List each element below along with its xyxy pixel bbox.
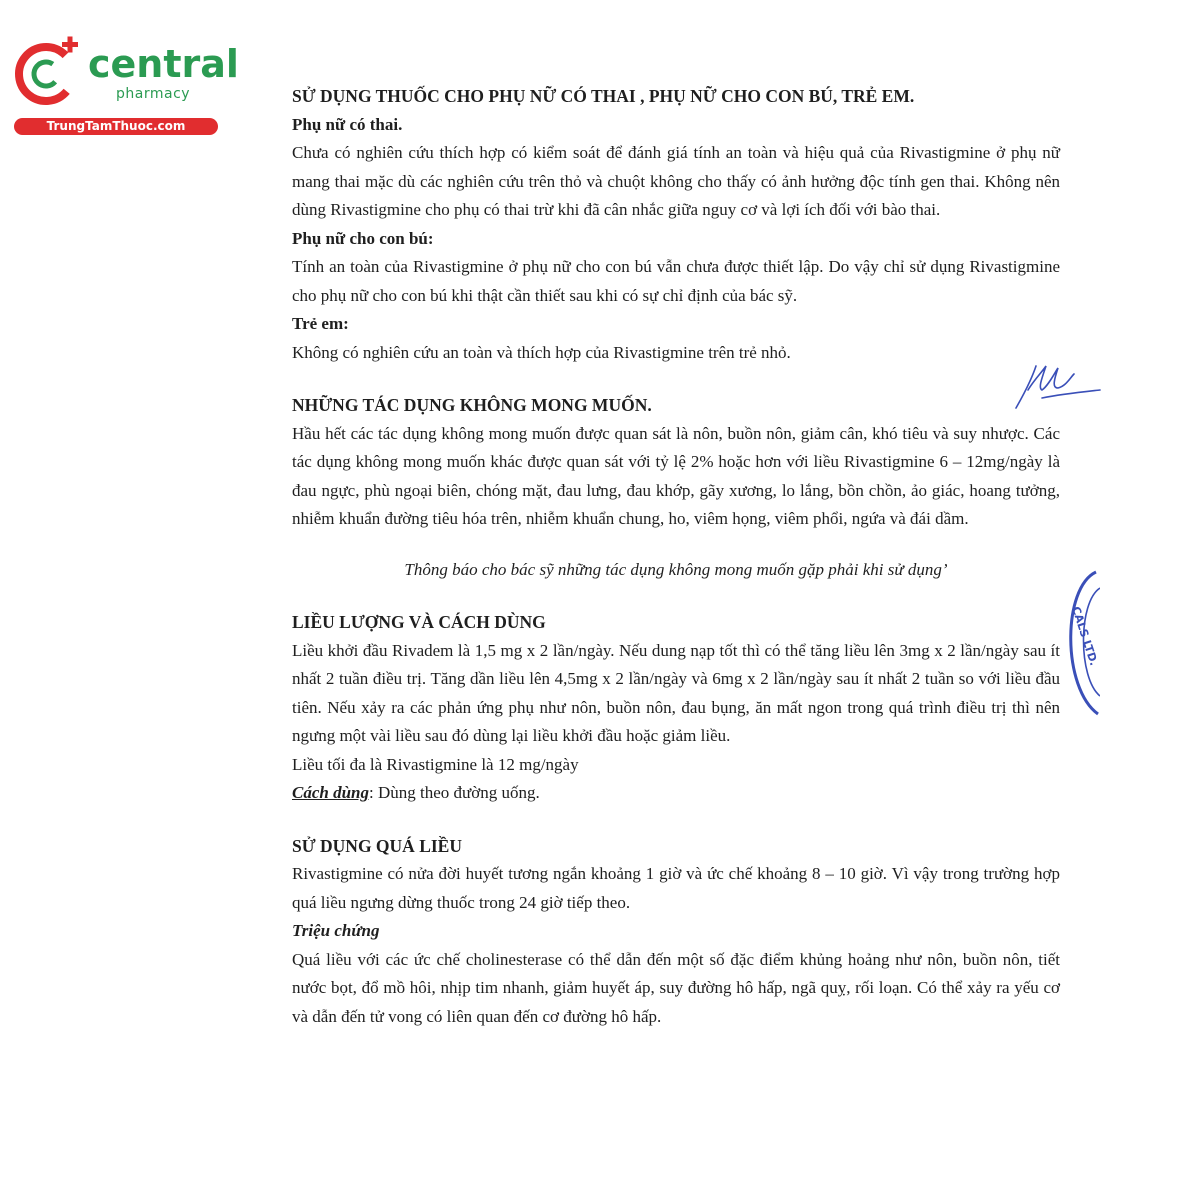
logo-tagline: pharmacy xyxy=(116,86,191,102)
company-stamp xyxy=(1056,568,1100,718)
paragraph-max-dose: Liều tối đa là Rivastigmine là 12 mg/ngày xyxy=(292,754,579,774)
central-pharmacy-logo xyxy=(10,36,239,136)
paragraph-symptoms: Quá liều với các ức chế cholinesterase có thể dẫn đến một số đặc điểm khủng hoảng như nôn, buồn nôn, tiết nước bọt, đổ mồ hôi, nhịp tim nhanh, giảm huyết áp, suy đường hô hấp, ngã quỵ, rối loạn. Có thể xảy ra yếu cơ và dẫn đến tử vong có liên quan đến cơ đường hô hấp. xyxy=(292,949,1060,1026)
paragraph-breastfeeding: Tính an toàn của Rivastigmine ở phụ nữ cho con bú vẫn chưa được thiết lập. Do vậy chỉ sử dụng Rivastigmine cho phụ nữ cho con bú khi thật cần thiết sau khi có sự chỉ định của bác sỹ. xyxy=(292,257,1060,305)
paragraph-method xyxy=(292,779,1060,808)
paragraph-children: Không có nghiên cứu an toàn và thích hợp của Rivastigmine trên trẻ nhỏ. xyxy=(292,342,791,362)
section-heading-overdose: SỬ DỤNG QUÁ LIỀU xyxy=(292,835,462,856)
paragraph-side-effects: Hầu hết các tác dụng không mong muốn được quan sát là nôn, buồn nôn, giảm cân, khó tiêu và suy nhược. Các tác dụng không mong muốn khác được quan sát với tỷ lệ 2% hoặc hơn với liều Rivastigmine 6 – 12mg/ngày là đau ngực, phù ngoại biên, chóng mặt, đau lưng, đau khớp, gãy xương, lo lắng, bồn chồn, ảo giác, hoang tưởng, nhiễm khuẩn đường tiêu hóa trên, nhiễm khuẩn chung, ho, viêm họng, viêm phổi, ngứa và đái dầm. xyxy=(292,423,1060,528)
side-effects-notice: Thông báo cho bác sỹ những tác dụng không mong muốn gặp phải khi sử dụng’ xyxy=(404,559,948,579)
logo-website-banner: TrungTamThuoc.com xyxy=(14,118,218,135)
subheading-children: Trẻ em: xyxy=(292,314,349,333)
section-heading-dosage: LIỀU LƯỢNG VÀ CÁCH DÙNG xyxy=(292,612,546,632)
method-label: Cách dùng xyxy=(292,783,369,802)
subheading-breastfeeding: Phụ nữ cho con bú: xyxy=(292,228,434,248)
section-heading-side-effects: NHỮNG TÁC DỤNG KHÔNG MONG MUỐN. xyxy=(292,395,652,415)
pharmacy-logo-icon xyxy=(10,36,90,116)
paragraph-pregnant: Chưa có nghiên cứu thích hợp có kiểm soát để đánh giá tính an toàn và hiệu quả của Rivastigmine ở phụ nữ mang thai mặc dù các nghiên cứu trên thỏ và chuột không cho thấy có ảnh hưởng độc tính gen thai. Không nên dùng Rivastigmine cho phụ có thai trừ khi đã cân nhắc giữa nguy cơ và lợi ích đối với bào thai. xyxy=(292,143,1060,219)
method-text: : Dùng theo đường uống. xyxy=(369,783,540,802)
stamp-text: CALS LTD. xyxy=(1069,604,1100,668)
paragraph-overdose: Rivastigmine có nửa đời huyết tương ngắn khoảng 1 giờ và ức chế khoảng 8 – 10 giờ. Vì vậy trong trường hợp quá liều ngưng dừng thuốc trong 24 giờ tiếp theo. xyxy=(292,864,1060,912)
subheading-symptoms: Triệu chứng xyxy=(292,921,380,940)
logo-brand-name: central xyxy=(88,42,239,86)
document-body xyxy=(292,82,1060,1031)
handwritten-signature xyxy=(1012,360,1102,412)
subheading-pregnant: Phụ nữ có thai. xyxy=(292,114,403,134)
paragraph-dosage: Liều khởi đầu Rivadem là 1,5 mg x 2 lần/ngày. Nếu dung nạp tốt thì có thể tăng liều lên 3mg x 2 lần/ngày sau ít nhất 2 tuần điều trị. Tăng dần liều lên 4,5mg x 2 lần/ngày và 6mg x 2 lần/ngày sau ít nhất 2 tuần so với liều đầu tiên. Nếu xảy ra các phản ứng phụ như nôn, buồn nôn, đau bụng, ăn mất ngon trong quá trình điều trị thì nên ngưng một vài liều sau đó dùng lại liều khởi đầu hoặc giảm liều. xyxy=(292,640,1060,745)
section-heading-pregnancy: SỬ DỤNG THUỐC CHO PHỤ NỮ CÓ THAI , PHỤ NỮ CHO CON BÚ, TRẺ EM. xyxy=(292,86,915,106)
